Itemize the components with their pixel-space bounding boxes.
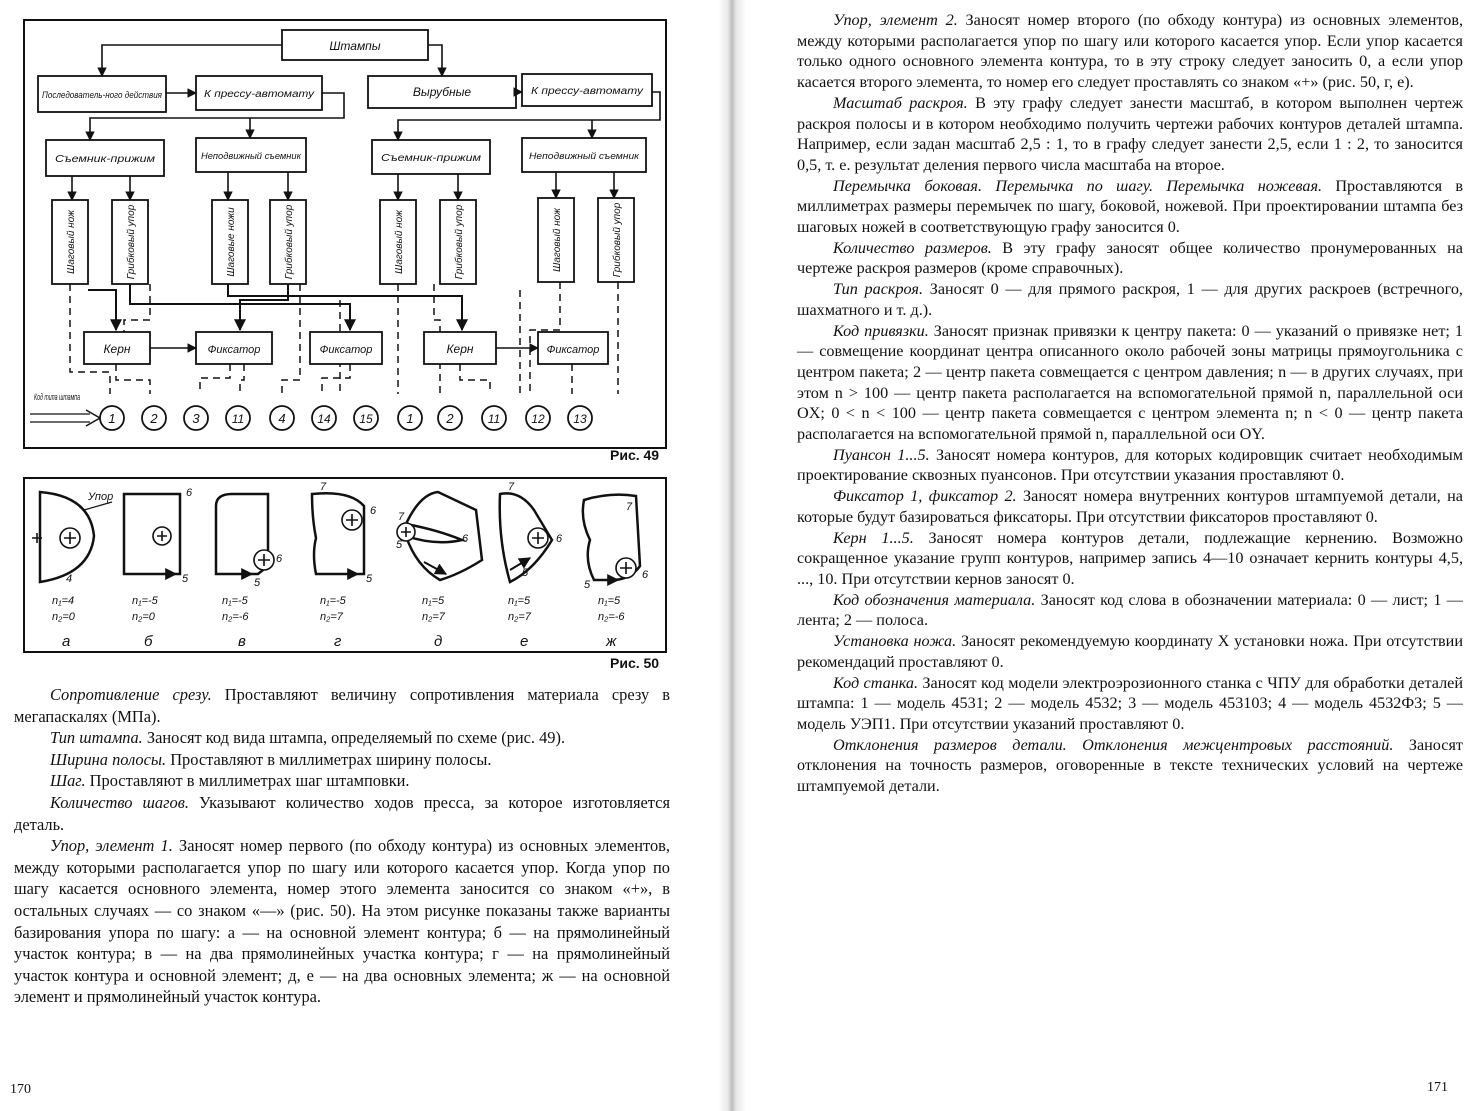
box-seq: Последователь-ного действия [42, 90, 163, 100]
variant-n1: n₁=5 [422, 595, 445, 607]
box-fix3: Фиксатор [546, 344, 600, 356]
page-number-right: 171 [1427, 1080, 1448, 1095]
paragraph: Ширина полосы. Проставляют в миллиметрах ширину полосы. [50, 749, 492, 769]
variant-b [124, 487, 193, 650]
variant-n2: n₂=-6 [598, 611, 625, 623]
variant-label: 5 [366, 573, 373, 585]
code-circle: 13 [573, 412, 587, 426]
paragraph: Тип штампа. Заносят код вида штампа, определяемый по схеме (рис. 49). [50, 728, 566, 748]
variant-label: 6 [642, 569, 649, 581]
paragraph: Тип раскроя. Заносят 0 — для прямого раскроя, 1 — для других раскроев (встречного, шахматного и т. д.). [797, 280, 1463, 319]
code-circle: 4 [278, 411, 286, 426]
paragraph: Сопротивление срезу. Проставляют величину сопротивления материала срезу в мегапаскалях (МПа). [14, 685, 670, 726]
variant-label: 5 [182, 573, 189, 585]
paragraph: Пуансон 1...5. Заносят номера контуров, для которых кодировщик считает необходимым проектирование сквозных пуансонов. При отсутствии указания проставляют 0. [797, 445, 1463, 485]
paragraph: Перемычка боковая. Перемычка по шагу. Перемычка ножевая. Проставляются в миллиметрах размеры перемычек по шагу, боковой, ножевой. При проектировании штампа без шаговых ножей в соответствующую графу заносится 0. [797, 176, 1463, 237]
box-fixed2: Неподвижный съемник [529, 151, 640, 161]
left-page [0, 0, 720, 1111]
paragraph: Шаг. Проставляют в миллиметрах шаг штамповки. [50, 771, 410, 791]
paragraph: Масштаб раскроя. В эту графу следует занести масштаб, в котором выполнен чертеж раскроя полосы и в котором необходимо получить чертежи рабочих контуров деталей штампа. Например, если задан масштаб 2,5 : 1, то в графу следует занести 2,5, если 1 : 2, то заносится 0,5, т. е. результат деления первого числа масштаба на второе. [797, 93, 1463, 174]
box-kern1: Керн [103, 342, 131, 356]
variant-n1: n₁=-5 [222, 595, 248, 607]
variant-label: 6 [556, 533, 563, 545]
variant-label: 6 [462, 533, 469, 545]
paragraph: Упор, элемент 2. Заносят номер второго (по обходу контура) из основных элементов, между которыми располагается упор по шагу или которого касается упор. Если упор касается только одного основного элемента контура, то в эту строку следует заносить 0, а если упор касается второго элемента, то номер его следует проставлять со знаком «+» (рис. 50, г, е). [797, 11, 1464, 92]
box-knife4: Шаговый нож [552, 208, 563, 272]
figure-50 [0, 470, 720, 680]
left-text [14, 684, 670, 1008]
variant-n2: n₂=0 [132, 611, 155, 623]
code-circle: 1 [406, 411, 414, 426]
code-circle: 12 [531, 412, 545, 426]
box-stop4: Грибковый упор [612, 202, 623, 278]
variant-letter: г [334, 633, 342, 650]
paragraph: Количество шагов. Указывают количество ходов пресса, за которое изготовляется деталь. [14, 792, 670, 834]
box-fix2: Фиксатор [319, 344, 373, 356]
right-text [797, 10, 1463, 797]
code-circles [100, 406, 592, 430]
box-fix1: Фиксатор [207, 344, 261, 356]
variant-n1: n₁=5 [508, 595, 531, 607]
box-stop1: Грибковый упор [126, 204, 137, 280]
box-root: Штампы [329, 39, 381, 53]
code-label: Код типа штампа [34, 392, 80, 402]
variant-n2: n₂=7 [422, 611, 445, 623]
paragraph: Код станка. Заносят код модели электроэрозионного станка с ЧПУ для обработки деталей штампа: 1 — модель 4531; 2 — модель 4532; 3 — модель 453103; 4 — модель 4532Ф3; 5 — модель УЭП1. При отсутствии указаний проставляют 0. [797, 673, 1463, 733]
paragraph: Упор, элемент 1. Заносят номер первого (по обходу контура) из основных элементов, между которыми располагается упор по шагу или которого касается упор. Когда упор по шагу касается основного элемента, номер этого элемента заносится со знаком «+», в остальных случаях — со знаком «—» (рис. 50). На этом рисунке показаны также варианты базирования упора по шагу: а — на основной элемент контура; б — на прямолинейный участок контура; в — на два прямолинейных участка контура; г — на прямолинейный участок контура и основной элемент; д, е — на два основных элемента; ж — на основной элемент и прямолинейный участок контура. [14, 836, 670, 1007]
code-circle: 3 [192, 411, 200, 426]
vertical-boxes [52, 198, 634, 284]
box-knife3: Шаговый нож [394, 210, 405, 274]
variant-n1: n₁=-5 [132, 595, 158, 607]
variant-label: 6 [370, 505, 377, 517]
box-press1: К прессу-автомату [204, 89, 316, 100]
variant-label: 6 [276, 553, 283, 565]
variant-a [32, 491, 113, 650]
variant-zh [583, 495, 649, 650]
box-knife2: Шаговые ножи [226, 207, 237, 277]
paragraph: Установка ножа. Заносят рекомендуемую координату X установки ножа. При отсутствии рекомендаций проставляют 0. [797, 632, 1464, 671]
box-kern2: Керн [446, 342, 474, 356]
variant-label: 5 [396, 539, 403, 551]
box-press2: К прессу-автомату [531, 86, 645, 97]
variant-n2: n₂=-6 [222, 611, 249, 623]
code-circle: 2 [446, 411, 454, 426]
variant-label: 5 [254, 577, 261, 589]
variant-n2: n₂=0 [52, 611, 75, 623]
variant-n1: n₁=-5 [320, 595, 346, 607]
code-circle: 11 [487, 412, 501, 426]
paragraph: Фиксатор 1, фиксатор 2. Заносят номера внутренних контуров штампуемой детали, на которые будут базироваться фиксаторы. При отсутствии фиксаторов проставляют 0. [797, 487, 1463, 526]
box-knife1: Шаговый нож [66, 210, 77, 274]
variant-label: 6 [186, 487, 193, 499]
variant-n2: n₂=7 [320, 611, 343, 623]
variant-letter: а [62, 633, 71, 650]
variant-label: 5 [522, 567, 529, 579]
variant-letter: е [520, 633, 529, 650]
box-stripper1: Съемник-прижим [55, 154, 156, 165]
variant-d [396, 492, 482, 650]
box-stop2: Грибковый упор [284, 204, 295, 280]
variant-n2: n₂=7 [508, 611, 531, 623]
paragraph: Отклонения размеров детали. Отклонения межцентровых расстояний. Заносят отклонения на точность размеров, оговоренные в тексте технических условий на чертеже штампуемой детали. [797, 735, 1463, 796]
variant-n1: n₁=4 [52, 595, 75, 607]
variant-g [312, 481, 377, 650]
code-circle: 1 [108, 411, 116, 426]
box-stripper2: Съемник-прижим [381, 153, 482, 164]
right-page [745, 0, 1473, 1111]
paragraph: Код привязки. Заносят признак привязки к центру пакета: 0 — указаний о привязке нет; 1 — совмещение координат центра описанного около рабочей зоны матрицы прямоугольника с центром пакета; 2 — центр пакета совмещается с центром давления; n — в других случаях, при этом n > 100 — центр пакета располагается на вспомогательной прямой n, параллельной оси OX; 0 < n < 100 — центр пакета совмещается с центром элемента n; n < 0 — центр пакета располагается на вспомогательной прямой n, параллельной оси OY. [797, 321, 1463, 444]
stop-label: Упор [88, 491, 114, 503]
fig49-caption: Рис. 49 [610, 447, 660, 463]
paragraph: Керн 1...5. Заносят номера контуров детали, подлежащие кернению. Возможно сокращенное указание групп контуров, например запись 4—10 означает кернить контуры 4,5, ..., 10. При отсутствии кернов заносят 0. [797, 528, 1463, 588]
book-gutter [718, 0, 746, 1111]
variant-letter: д [434, 633, 443, 650]
code-circle: 14 [317, 412, 331, 426]
variant-label: 7 [508, 481, 515, 493]
box-fixed1: Неподвижный съемник [201, 151, 302, 161]
fig50-caption: Рис. 50 [610, 655, 660, 671]
variant-letter: в [238, 633, 246, 650]
code-circle: 2 [150, 411, 158, 426]
paragraph: Код обозначения материала. Заносят код слова в обозначении материала: 0 — лист; 1 — лента; 2 — полоса. [797, 590, 1463, 630]
variant-label: 7 [398, 511, 405, 523]
code-circle: 15 [359, 412, 373, 426]
figure-49 [0, 0, 720, 470]
variant-label: 7 [320, 481, 327, 493]
box-cut: Вырубные [412, 85, 472, 99]
variant-n1: n₁=5 [598, 595, 621, 607]
variant-label: 5 [584, 579, 591, 591]
variant-v [216, 494, 283, 650]
code-circle: 11 [231, 412, 245, 426]
variant-e [500, 481, 563, 650]
box-stop3: Грибковый упор [454, 204, 465, 280]
variant-letter: ж [606, 633, 617, 650]
variant-label: 7 [626, 501, 633, 513]
variant-letter: б [144, 633, 153, 650]
page-number-left: 170 [10, 1082, 31, 1097]
paragraph: Количество размеров. В эту графу заносят общее количество пронумерованных на чертеже раскроя размеров (кроме справочных). [797, 238, 1463, 278]
variant-label: 4 [66, 573, 73, 585]
